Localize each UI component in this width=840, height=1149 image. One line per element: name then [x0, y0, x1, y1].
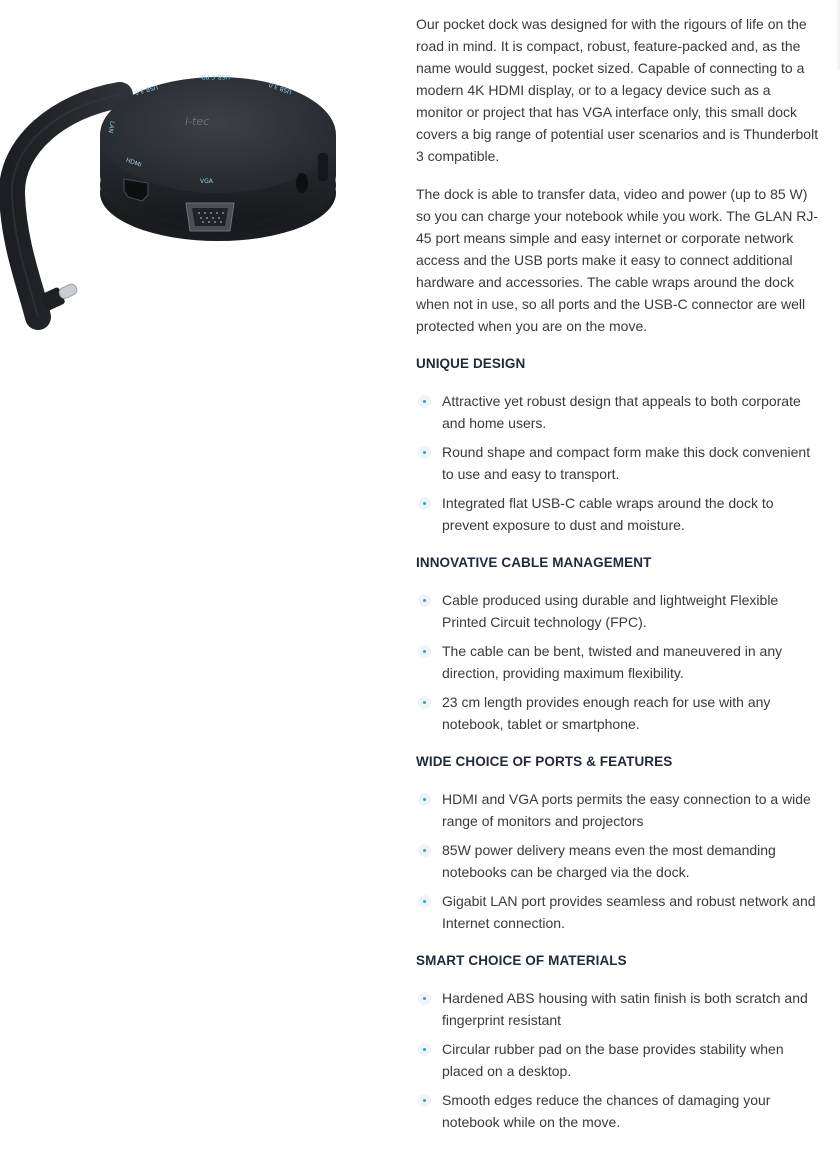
- scrollbar-edge: [836, 0, 840, 70]
- list-item-text: Attractive yet robust design that appeals to both corporate and home users.: [442, 393, 801, 431]
- list-item: [416, 1089, 820, 1133]
- list-item: [416, 441, 820, 485]
- label-vga: VGA: [200, 178, 213, 185]
- bullet-dot-icon: [418, 645, 431, 658]
- section-cable-management: [416, 552, 820, 735]
- bullet-list: [416, 589, 820, 735]
- list-item-text: 85W power delivery means even the most demanding notebooks can be charged via the dock.: [442, 842, 776, 880]
- bullet-dot-icon: [418, 1094, 431, 1107]
- bullet-list: [416, 987, 820, 1133]
- label-usb3-right: USB 3.0: [268, 80, 293, 96]
- intro-paragraph-1: Our pocket dock was designed for with the rigours of life on the road in mind. It is compact, robust, feature-packed and, as the name would suggest, pocket sized. Capable of connecting to a modern 4K HDMI display, or to a legacy device such as a monitor or project that has VGA interface only, this small dock covers a big range of potential user scenarios and is Thunderbolt 3 compatible.: [416, 16, 819, 164]
- label-usb-c-pd: USB-C PD: [201, 73, 230, 80]
- label-usb3-left: USB 3.0: [133, 83, 159, 96]
- cable-clip: [318, 153, 328, 181]
- bullet-dot-icon: [418, 1043, 431, 1056]
- side-port: [296, 173, 308, 193]
- bullet-list: [416, 390, 820, 536]
- list-item-text: HDMI and VGA ports permits the easy connection to a wide range of monitors and projectors: [442, 791, 811, 829]
- section-ports-features: [416, 751, 820, 934]
- list-item-text: Hardened ABS housing with satin finish is both scratch and fingerprint resistant: [442, 990, 808, 1028]
- bullet-dot-icon: [418, 895, 431, 908]
- list-item: [416, 839, 820, 883]
- bullet-dot-icon: [418, 395, 431, 408]
- bullet-dot-icon: [418, 793, 431, 806]
- section-heading: INNOVATIVE CABLE MANAGEMENT: [416, 555, 652, 570]
- section-heading: SMART CHOICE OF MATERIALS: [416, 953, 627, 968]
- section-materials: [416, 950, 820, 1133]
- product-description: [416, 13, 820, 1149]
- list-item-text: Round shape and compact form make this dock convenient to use and easy to transport.: [442, 444, 811, 482]
- list-item: [416, 691, 820, 735]
- bullet-dot-icon: [418, 992, 431, 1005]
- vga-port: [186, 203, 234, 231]
- list-item: [416, 987, 820, 1031]
- bullet-dot-icon: [418, 696, 431, 709]
- bullet-dot-icon: [418, 497, 431, 510]
- section-heading: UNIQUE DESIGN: [416, 356, 526, 371]
- list-item: [416, 640, 820, 684]
- list-item: [416, 492, 820, 536]
- section-heading: WIDE CHOICE OF PORTS & FEATURES: [416, 754, 673, 769]
- section-unique-design: [416, 353, 820, 536]
- brand-logo: i-tec: [185, 115, 210, 128]
- list-item: [416, 589, 820, 633]
- bullet-dot-icon: [418, 594, 431, 607]
- product-image-pocket-dock: [0, 55, 360, 335]
- list-item: [416, 890, 820, 934]
- label-hdmi: HDMI: [124, 156, 143, 169]
- list-item-text: Circular rubber pad on the base provides stability when placed on a desktop.: [442, 1041, 784, 1079]
- bullet-list: [416, 788, 820, 934]
- list-item: [416, 788, 820, 832]
- bullet-dot-icon: [418, 844, 431, 857]
- pocket-dock-illustration: [0, 55, 360, 335]
- label-lan: LAN: [106, 120, 116, 134]
- list-item-text: Cable produced using durable and lightweight Flexible Printed Circuit technology (FPC).: [442, 592, 779, 630]
- list-item-text: Smooth edges reduce the chances of damaging your notebook while on the move.: [442, 1092, 771, 1130]
- bullet-dot-icon: [418, 446, 431, 459]
- list-item-text: The cable can be bent, twisted and maneuvered in any direction, providing maximum flexibility.: [442, 643, 783, 681]
- list-item: [416, 390, 820, 434]
- list-item-text: Integrated flat USB-C cable wraps around the dock to prevent exposure to dust and moisture.: [442, 495, 774, 533]
- list-item: [416, 1038, 820, 1082]
- intro-paragraph-2: The dock is able to transfer data, video and power (up to 85 W) so you can charge your notebook while you work. The GLAN RJ-45 port means simple and easy internet or corporate network access and the USB ports make it easy to connect additional hardware and accessories. The cable wraps around the dock when not in use, so all ports and the USB-C connector are well protected when you are on the move.: [416, 186, 819, 334]
- list-item-text: Gigabit LAN port provides seamless and robust network and Internet connection.: [442, 893, 816, 931]
- list-item-text: 23 cm length provides enough reach for use with any notebook, tablet or smartphone.: [442, 694, 771, 732]
